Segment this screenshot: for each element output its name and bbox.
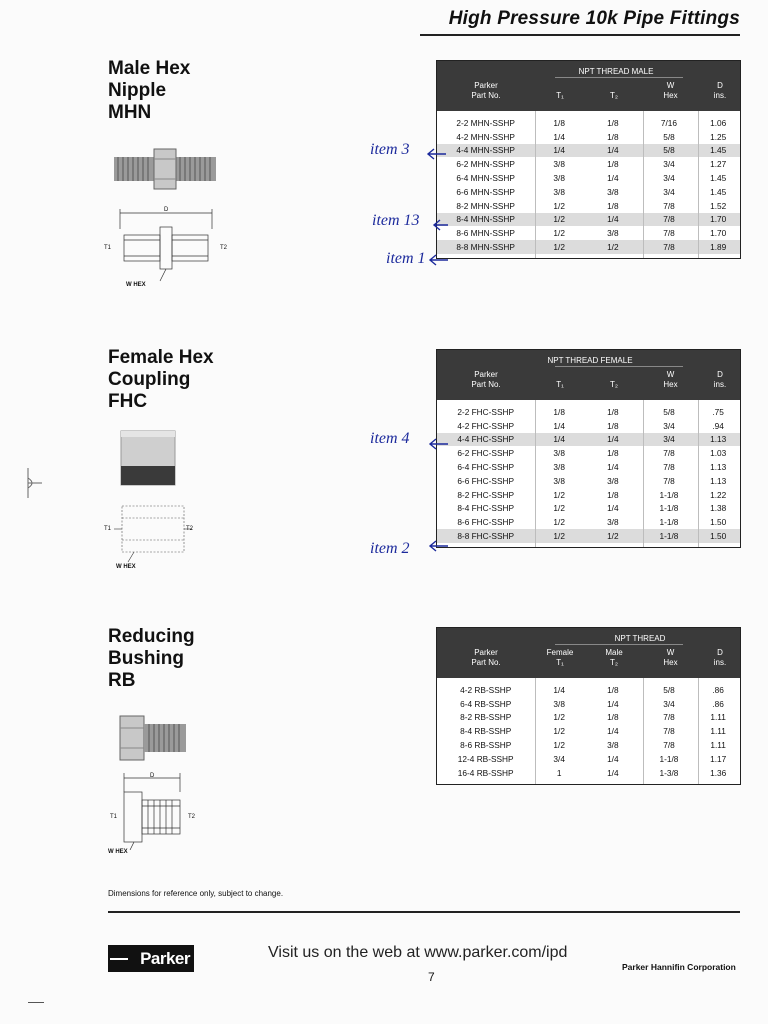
rb-drawing — [108, 770, 202, 855]
table-cell: 1/4 — [607, 726, 619, 737]
fhc-drawing — [104, 500, 202, 570]
table-cell: 7/8 — [663, 740, 675, 751]
table-cell: 1/2 — [553, 242, 565, 253]
table-cell: 1-3/8 — [659, 767, 679, 778]
table-cell: 4-2 RB-SSHP — [460, 684, 512, 695]
table-cell: 6-2 MHN-SSHP — [456, 159, 515, 170]
table-cell: 2-2 FHC-SSHP — [457, 406, 515, 417]
table-cell: 1/2 — [553, 712, 565, 723]
section-title-fhc — [108, 347, 214, 413]
dim-d-label: D — [150, 773, 155, 779]
table-cell: 5/8 — [663, 131, 675, 142]
annotation-item-13: item 13 — [372, 212, 420, 229]
table-row — [437, 697, 740, 711]
arrow-icon — [428, 438, 450, 450]
table-cell: 1/8 — [607, 489, 619, 500]
table-cell: 3/8 — [607, 475, 619, 486]
table-cell: 7/8 — [663, 726, 675, 737]
table-cell: 1/2 — [553, 531, 565, 542]
table-cell: 1/2 — [553, 228, 565, 239]
table-cell: 5/8 — [663, 145, 675, 156]
table-cell: 7/8 — [663, 200, 675, 211]
table-cell: 8-6 MHN-SSHP — [456, 228, 515, 239]
table-cell: 6-6 MHN-SSHP — [456, 186, 515, 197]
table-cell: 1/4 — [607, 462, 619, 473]
dim-t1-label: T1 — [104, 245, 112, 251]
title-line: RB — [108, 670, 136, 691]
table-cell: 8-4 FHC-SSHP — [457, 503, 515, 514]
table-row — [437, 766, 740, 780]
table-body — [437, 111, 740, 258]
footer-rule — [108, 911, 740, 913]
table-cell: 1/4 — [607, 214, 619, 225]
col-t2: Male T₂ — [605, 648, 623, 667]
table-cell: 1/2 — [553, 214, 565, 225]
table-cell: 1/2 — [607, 531, 619, 542]
table-cell: 8-6 FHC-SSHP — [457, 517, 515, 528]
table-cell: 3/8 — [553, 159, 565, 170]
table-cell: 7/8 — [663, 712, 675, 723]
table-body — [437, 678, 740, 784]
table-row — [437, 405, 740, 419]
col-t2: T₂ — [610, 91, 618, 100]
table-cell: 1.36 — [710, 767, 727, 778]
table-row — [437, 419, 740, 433]
table-cell: 1/8 — [607, 117, 619, 128]
table-cell: 3/4 — [663, 159, 675, 170]
table-cell: 1/8 — [607, 420, 619, 431]
arrow-icon — [428, 540, 450, 552]
group-header: NPT THREAD MALE — [578, 67, 654, 76]
table-cell: 3/8 — [607, 228, 619, 239]
table-cell: 3/8 — [553, 475, 565, 486]
col-part: Parker Part No. — [471, 648, 501, 667]
title-rule — [420, 34, 740, 36]
table-header — [437, 61, 740, 111]
table-cell: 1.50 — [710, 531, 727, 542]
table-cell: 3/8 — [553, 698, 565, 709]
col-w: W Hex — [663, 370, 678, 389]
table-cell: .86 — [712, 684, 724, 695]
table-cell: 6-4 FHC-SSHP — [457, 462, 515, 473]
section-title-mhn — [108, 58, 190, 124]
title-line: Nipple — [108, 80, 167, 101]
table-row — [437, 488, 740, 502]
table-cell: 12-4 RB-SSHP — [457, 753, 514, 764]
table-cell: 1.38 — [710, 503, 727, 514]
table-cell: 1/4 — [607, 145, 619, 156]
col-d: D ins. — [713, 370, 727, 389]
table-cell: 1/4 — [553, 131, 565, 142]
table-cell: 3/8 — [607, 517, 619, 528]
table-cell: 8-2 MHN-SSHP — [456, 200, 515, 211]
table-cell: 1/4 — [607, 173, 619, 184]
col-w: W Hex — [663, 648, 678, 667]
table-cell: 1/2 — [553, 200, 565, 211]
table-cell: 1/8 — [607, 200, 619, 211]
title-line: Female Hex — [108, 347, 214, 368]
title-line: Reducing — [108, 626, 195, 647]
section-title-rb — [108, 626, 195, 692]
group-header: NPT THREAD — [614, 634, 666, 643]
col-t1: Female T₁ — [546, 648, 574, 667]
col-t2: T₂ — [610, 380, 618, 389]
table-cell: 8-8 FHC-SSHP — [457, 531, 515, 542]
table-cell: 1.45 — [710, 145, 727, 156]
annotation-item-1: item 1 — [386, 250, 426, 267]
table-cell: 1/8 — [607, 684, 619, 695]
table-body — [437, 400, 740, 547]
table-cell: 1 — [556, 767, 562, 778]
table-cell: 7/8 — [663, 242, 675, 253]
disclaimer: Dimensions for reference only, subject to change. — [108, 889, 284, 898]
table-cell: 3/4 — [663, 186, 675, 197]
page-number: 7 — [428, 970, 435, 984]
table-cell: 3/4 — [663, 698, 675, 709]
table-row — [437, 711, 740, 725]
title-line: Male Hex — [108, 58, 191, 79]
table-cell: 3/8 — [607, 740, 619, 751]
table-cell: 7/8 — [663, 228, 675, 239]
table-cell: 1/4 — [553, 684, 565, 695]
table-row — [437, 130, 740, 144]
website-link-text: Visit us on the web at www.parker.com/ipd — [268, 944, 568, 961]
title-line: Bushing — [108, 648, 184, 669]
table-cell: .75 — [712, 406, 724, 417]
table-cell: 1/8 — [553, 117, 565, 128]
table-row — [437, 752, 740, 766]
table-cell: 1/4 — [553, 145, 565, 156]
table-cell: 7/8 — [663, 475, 675, 486]
mhn-photo — [110, 145, 220, 193]
table-cell: 1/8 — [607, 131, 619, 142]
table-row — [437, 515, 740, 529]
dim-t1-label: T1 — [110, 814, 118, 820]
col-w: W Hex — [663, 81, 678, 100]
corporation-name: Parker Hannifin Corporation — [622, 962, 736, 972]
table-cell: 8-4 MHN-SSHP — [456, 214, 515, 225]
table-cell: 3/8 — [607, 186, 619, 197]
table-cell: 8-4 RB-SSHP — [460, 726, 512, 737]
table-cell: 8-6 RB-SSHP — [460, 740, 512, 751]
table-cell: 1/2 — [553, 517, 565, 528]
table-cell: 1.50 — [710, 517, 727, 528]
rb-photo — [118, 712, 190, 764]
col-t1: T₁ — [556, 91, 564, 100]
table-row — [437, 199, 740, 213]
table-cell: 1.06 — [710, 117, 727, 128]
arrow-icon — [428, 254, 450, 266]
table-cell: 1.13 — [710, 462, 727, 473]
table-cell: 5/8 — [663, 406, 675, 417]
dim-whex-label: W HEX — [116, 564, 136, 570]
table-cell: 1/8 — [607, 448, 619, 459]
table-cell: 1.03 — [710, 448, 727, 459]
table-cell: 1.70 — [710, 214, 727, 225]
col-t1: T₁ — [556, 380, 564, 389]
table-cell: 1.11 — [710, 712, 726, 723]
table-cell: 1/2 — [553, 726, 565, 737]
table-row — [437, 474, 740, 488]
table-cell: 1-1/8 — [659, 517, 679, 528]
annotation-item-4: item 4 — [370, 430, 410, 447]
table-row — [437, 157, 740, 171]
table-cell: 1.52 — [710, 200, 727, 211]
table-cell: 4-2 FHC-SSHP — [457, 420, 515, 431]
dim-t2-label: T2 — [186, 526, 194, 532]
table-header — [437, 350, 740, 400]
table-cell: 1/4 — [607, 503, 619, 514]
table-row — [437, 433, 740, 447]
table-cell: 3/4 — [663, 434, 675, 445]
table-cell: .86 — [712, 698, 724, 709]
table-cell: 1-1/8 — [659, 753, 679, 764]
table-cell: 7/8 — [663, 214, 675, 225]
table-cell: 1/2 — [607, 242, 619, 253]
table-cell: 1.45 — [710, 173, 727, 184]
table-cell: 3/4 — [663, 420, 675, 431]
col-d: D ins. — [713, 81, 727, 100]
logo-dash — [110, 958, 128, 960]
table-cell: 4-4 MHN-SSHP — [456, 145, 515, 156]
table-row — [437, 226, 740, 240]
table-row — [437, 171, 740, 185]
mhn-drawing — [104, 205, 228, 288]
fhc-photo — [120, 430, 176, 488]
table-cell: 1.70 — [710, 228, 727, 239]
table-cell: 3/8 — [553, 448, 565, 459]
table-row — [437, 185, 740, 199]
arrow-icon — [432, 219, 450, 231]
arrow-icon — [426, 148, 448, 160]
table-row — [437, 683, 740, 697]
table-cell: 1/4 — [553, 434, 565, 445]
table-cell: 1.11 — [710, 740, 726, 751]
col-part: Parker Part No. — [471, 370, 501, 389]
dim-t2-label: T2 — [188, 814, 196, 820]
table-cell: 1/2 — [553, 740, 565, 751]
table-row — [437, 724, 740, 738]
table-cell: 3/4 — [553, 753, 565, 764]
table-cell: 1/4 — [607, 753, 619, 764]
mhn-table — [436, 60, 741, 259]
table-row — [437, 116, 740, 130]
dim-d-label: D — [164, 207, 169, 213]
table-cell: 3/8 — [553, 462, 565, 473]
table-header — [437, 628, 740, 678]
table-cell: 3/4 — [663, 173, 675, 184]
table-cell: 3/8 — [553, 186, 565, 197]
table-cell: 1/4 — [607, 434, 619, 445]
dim-whex-label: W HEX — [126, 282, 146, 288]
table-cell: 6-4 RB-SSHP — [460, 698, 512, 709]
table-cell: 1/2 — [553, 489, 565, 500]
table-cell: 16-4 RB-SSHP — [457, 767, 514, 778]
title-line: MHN — [108, 102, 152, 123]
table-row — [437, 213, 740, 227]
table-cell: 6-4 MHN-SSHP — [456, 173, 515, 184]
table-cell: 1/8 — [553, 406, 565, 417]
table-row — [437, 144, 740, 158]
dim-t1-label: T1 — [104, 526, 112, 532]
rb-table — [436, 627, 741, 785]
annotation-item-2: item 2 — [370, 540, 410, 557]
table-cell: 1/2 — [553, 503, 565, 514]
table-cell: 1/8 — [607, 712, 619, 723]
punch-mark-icon — [24, 468, 44, 498]
table-cell: 1.89 — [710, 242, 727, 253]
table-cell: 3/8 — [553, 173, 565, 184]
table-row — [437, 738, 740, 752]
dim-whex-label: W HEX — [108, 849, 128, 855]
table-cell: 4-2 MHN-SSHP — [456, 131, 515, 142]
annotation-item-3: item 3 — [370, 141, 410, 158]
table-cell: 7/8 — [663, 462, 675, 473]
parker-logo: Parker — [108, 945, 194, 972]
title-line: FHC — [108, 391, 148, 412]
table-cell: 1-1/8 — [659, 489, 679, 500]
table-row — [437, 240, 740, 254]
table-cell: 8-2 FHC-SSHP — [457, 489, 515, 500]
table-cell: 1-1/8 — [659, 531, 679, 542]
table-row — [437, 446, 740, 460]
table-cell: 5/8 — [663, 684, 675, 695]
margin-line — [28, 1002, 44, 1003]
table-row — [437, 529, 740, 543]
page-title: High Pressure 10k Pipe Fittings — [448, 8, 740, 29]
table-cell: 2-2 MHN-SSHP — [456, 117, 515, 128]
table-cell: 1.13 — [710, 434, 727, 445]
table-cell: 6-2 FHC-SSHP — [457, 448, 515, 459]
table-cell: 6-6 FHC-SSHP — [457, 475, 515, 486]
table-cell: 1/4 — [607, 698, 619, 709]
table-cell: 1/8 — [607, 406, 619, 417]
table-cell: 1.13 — [710, 475, 727, 486]
fhc-table — [436, 349, 741, 548]
col-d: D ins. — [713, 648, 727, 667]
table-cell: 1.45 — [710, 186, 727, 197]
table-cell: 1.17 — [710, 753, 727, 764]
table-cell: 8-8 MHN-SSHP — [456, 242, 515, 253]
table-cell: 1/4 — [553, 420, 565, 431]
table-cell: 1.11 — [710, 726, 726, 737]
table-row — [437, 502, 740, 516]
title-line: Coupling — [108, 369, 191, 390]
table-cell: 1.22 — [710, 489, 727, 500]
table-cell: 1/8 — [607, 159, 619, 170]
group-header: NPT THREAD FEMALE — [547, 356, 633, 365]
table-cell: 1.27 — [710, 159, 727, 170]
table-cell: 4-4 FHC-SSHP — [457, 434, 515, 445]
table-row — [437, 460, 740, 474]
col-part: Parker Part No. — [471, 81, 501, 100]
dim-t2-label: T2 — [220, 245, 228, 251]
table-cell: 8-2 RB-SSHP — [460, 712, 512, 723]
table-cell: 7/16 — [660, 117, 678, 128]
table-cell: 7/8 — [663, 448, 675, 459]
table-cell: 1-1/8 — [659, 503, 679, 514]
table-cell: 1/4 — [607, 767, 619, 778]
table-cell: 1.25 — [710, 131, 727, 142]
table-cell: .94 — [712, 420, 724, 431]
